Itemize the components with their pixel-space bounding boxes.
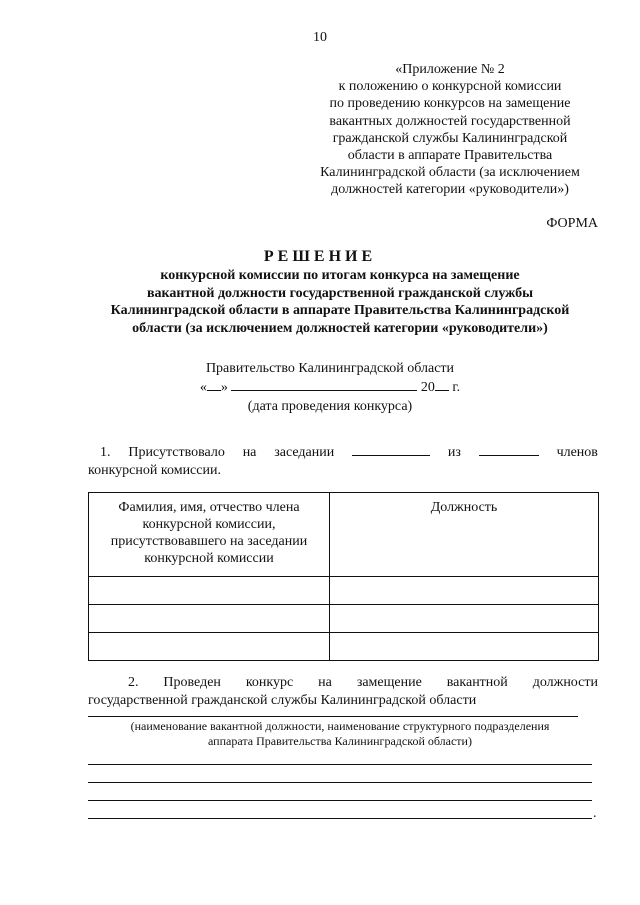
government-block [150,359,510,416]
member-position-cell[interactable] [330,605,599,633]
appendix-header [300,61,600,199]
member-name-cell[interactable] [89,605,330,633]
paragraph-1-word: членов [556,445,598,460]
year-suffix: г. [448,380,461,395]
present-count-field[interactable] [352,454,430,456]
month-field[interactable] [231,389,417,391]
subtitle-line: конкурсной комиссии по итогам конкурса на замещение [160,268,520,283]
year-prefix: 20 [420,380,435,395]
subtitle-line: области (за исключением должностей категории «руководители») [132,320,548,336]
paragraph-1-line-1 [88,444,598,462]
column-header-full-name: Фамилия, имя, отчество члена конкурсной комиссии, присутствовавшего на заседании конкурсной комиссии [89,493,330,577]
total-count-field[interactable] [479,454,539,456]
paragraph-2-word: на [318,675,332,690]
table-row [89,605,599,633]
government-name: Правительство Калининградской области [205,361,455,376]
paragraph-2-word: вакантной [446,675,508,690]
subtitle-line: вакантной должности государственной гражданской службы [146,285,534,301]
paragraph-1-word: Присутствовало [128,445,225,460]
column-header-position: Должность [330,493,599,577]
table-row [89,577,599,605]
paragraph-2-word: Проведен [163,675,221,690]
appendix-line: Калининградской области (за исключением [320,165,580,181]
paragraph-2-line-1 [88,674,598,692]
paragraph-1-line-2: конкурсной комиссии. [88,463,221,478]
paragraph-2-word: должности [532,675,598,690]
member-name-cell[interactable] [89,577,330,605]
table-row [89,633,599,661]
paragraph-2-number: 2. [128,675,139,690]
subtitle-line: Калининградской области в аппарате Правительства Калининградской [110,303,570,318]
appendix-line: гражданской службы Калининградской [332,130,568,146]
appendix-line: вакантных должностей государственной [329,113,571,129]
date-caption: (дата проведения конкурса) [247,399,413,414]
table-header-row [89,493,599,577]
paragraph-2-line-2: государственной гражданской службы Калининградской области [88,693,477,708]
day-field[interactable] [207,389,221,391]
member-position-cell[interactable] [330,577,599,605]
position-fill-line[interactable] [88,782,592,783]
appendix-line: «Приложение № 2 [395,62,505,77]
member-name-cell[interactable] [89,633,330,661]
appendix-line: к положению о конкурсной комиссии [338,79,562,95]
paragraph-2-word: замещение [356,675,422,690]
end-period: . [593,806,597,821]
paragraph-2-word: конкурс [245,675,294,690]
date-quote-close: » [220,380,228,395]
appendix-line: по проведению конкурсов на замещение [329,96,571,112]
paragraph-1-word: на [242,445,257,460]
member-position-cell[interactable] [330,633,599,661]
date-line [150,378,510,397]
position-fill-line[interactable] [88,818,592,819]
paragraph-2 [88,674,598,710]
position-hint-line: (наименование вакантной должности, наименование структурного подразделения [130,719,550,733]
members-table [88,492,599,661]
position-hint [90,719,590,749]
year-field[interactable] [435,389,449,391]
appendix-line: должностей категории «руководители») [331,182,569,198]
paragraph-1-word: заседании [274,445,335,460]
document-subtitle [60,267,620,337]
date-quote-open: « [199,380,207,395]
paragraph-1-number: 1. [100,445,111,460]
position-hint-line: аппарата Правительства Калининградской области) [208,734,472,748]
paragraph-1 [88,444,598,480]
document-title: РЕШЕНИЕ [263,248,377,265]
position-fill-line[interactable] [88,716,578,717]
paragraph-1-word: из [447,445,461,460]
position-fill-line[interactable] [88,764,592,765]
page-number: 10 [313,30,327,45]
appendix-line: области в аппарате Правительства [347,148,553,164]
position-fill-line[interactable] [88,800,592,801]
form-label: ФОРМА [546,216,598,231]
